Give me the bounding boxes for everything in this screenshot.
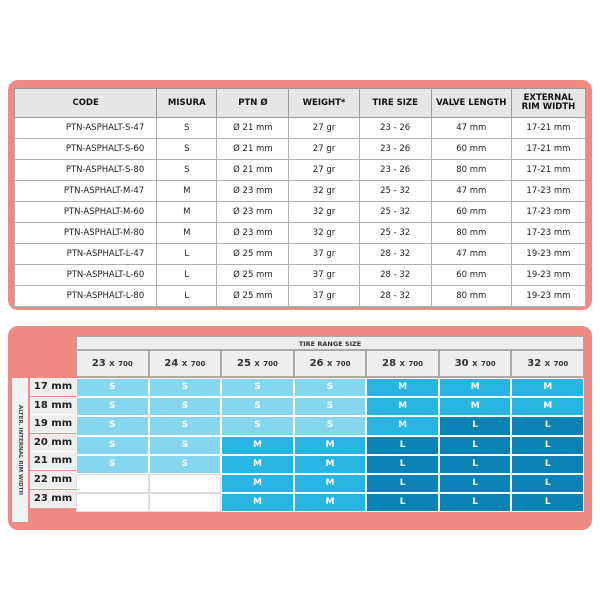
spec-cell: 28 - 32 <box>359 265 431 286</box>
size-cell-m: M <box>221 436 294 455</box>
spec-cell: 25 - 32 <box>359 181 431 202</box>
fitment-row <box>76 436 584 455</box>
spec-header-cell: VALVE LENGTH <box>431 89 511 118</box>
spec-row <box>15 286 586 307</box>
spec-row <box>15 223 586 244</box>
size-cell-s: S <box>149 378 222 397</box>
size-cell-s: S <box>294 378 367 397</box>
size-cell-s: S <box>76 455 149 474</box>
spec-cell: Ø 25 mm <box>217 265 289 286</box>
spec-header-cell: EXTERNAL RIM WIDTH <box>511 89 585 118</box>
tire-size-column-header <box>221 350 294 377</box>
tire-size-header <box>76 350 584 377</box>
size-cell-l: L <box>366 455 439 474</box>
tire-width-text: 28 <box>382 358 397 369</box>
product-code-cell: PTN-ASPHALT-M-60 <box>15 202 157 223</box>
tire-size-separator: X <box>399 360 405 368</box>
spec-cell: 25 - 32 <box>359 202 431 223</box>
spec-cell: 25 - 32 <box>359 223 431 244</box>
product-code-cell: PTN-ASPHALT-M-80 <box>15 223 157 244</box>
rim-width-label: 22 mm <box>30 471 76 489</box>
size-cell-s: S <box>221 378 294 397</box>
spec-cell: S <box>157 118 217 139</box>
size-cell-m: M <box>294 493 367 512</box>
size-cell-empty <box>149 493 222 512</box>
tire-range-title: TIRE RANGE SIZE <box>76 336 584 350</box>
tire-size-separator: X <box>181 360 188 368</box>
tire-diameter-text: 700 <box>118 360 133 368</box>
size-cell-l: L <box>511 474 584 493</box>
size-cell-s: S <box>76 378 149 397</box>
tire-width-text: 24 <box>164 358 179 369</box>
size-cell-m: M <box>294 455 367 474</box>
size-cell-m: M <box>439 378 512 397</box>
spec-header-row <box>15 89 586 118</box>
fitment-row <box>76 397 584 416</box>
spec-cell: S <box>157 160 217 181</box>
spec-cell: M <box>157 202 217 223</box>
tire-size-separator: X <box>472 360 478 368</box>
spec-cell: Ø 23 mm <box>217 223 289 244</box>
size-cell-m: M <box>439 397 512 416</box>
size-cell-m: M <box>366 416 439 435</box>
spec-cell: L <box>157 244 217 265</box>
fitment-row <box>76 493 584 512</box>
spec-cell: M <box>157 223 217 244</box>
tire-size-separator: X <box>326 360 333 368</box>
rim-width-label: 21 mm <box>30 452 76 470</box>
spec-cell: Ø 21 mm <box>217 160 289 181</box>
product-code-cell: PTN-ASPHALT-L-60 <box>15 265 157 286</box>
spec-cell: 28 - 32 <box>359 286 431 307</box>
size-cell-m: M <box>511 397 584 416</box>
spec-row <box>15 181 586 202</box>
spec-cell: Ø 23 mm <box>217 202 289 223</box>
fitment-row <box>76 416 584 435</box>
product-code-cell: PTN-ASPHALT-L-47 <box>15 244 157 265</box>
spec-cell: 47 mm <box>431 244 511 265</box>
rim-width-label: 19 mm <box>30 415 76 433</box>
size-cell-s: S <box>76 397 149 416</box>
spec-cell: 80 mm <box>431 223 511 244</box>
spec-cell: 17-21 mm <box>511 160 585 181</box>
tire-diameter-text: 700 <box>553 360 569 368</box>
tire-size-separator: X <box>544 360 551 368</box>
product-code-cell: PTN-ASPHALT-S-47 <box>15 118 157 139</box>
spec-cell: 28 - 32 <box>359 244 431 265</box>
tire-diameter-text: 700 <box>335 360 351 368</box>
spec-cell: 32 gr <box>289 181 359 202</box>
spec-cell: 17-21 mm <box>511 139 585 160</box>
rim-width-label: 23 mm <box>30 490 76 508</box>
size-cell-s: S <box>76 436 149 455</box>
spec-cell: 32 gr <box>289 223 359 244</box>
size-cell-s: S <box>149 397 222 416</box>
spec-row <box>15 202 586 223</box>
spec-table <box>14 88 586 307</box>
spec-cell: 80 mm <box>431 286 511 307</box>
spec-cell: 23 - 26 <box>359 160 431 181</box>
size-cell-l: L <box>511 436 584 455</box>
spec-cell: Ø 21 mm <box>217 118 289 139</box>
size-cell-l: L <box>366 493 439 512</box>
tire-width-text: 23 <box>91 358 106 369</box>
spec-row <box>15 139 586 160</box>
product-code-cell: PTN-ASPHALT-S-80 <box>15 160 157 181</box>
spec-header-cell: PTN Ø <box>217 89 289 118</box>
tire-size-column-header <box>439 350 512 377</box>
tire-size-separator: X <box>254 360 260 368</box>
tire-width-text: 25 <box>236 358 251 369</box>
size-cell-l: L <box>511 416 584 435</box>
spec-cell: 37 gr <box>289 265 359 286</box>
spec-cell: 23 - 26 <box>359 118 431 139</box>
size-cell-l: L <box>511 455 584 474</box>
spec-header-cell: MISURA <box>157 89 217 118</box>
size-cell-s: S <box>221 416 294 435</box>
product-code-cell: PTN-ASPHALT-M-47 <box>15 181 157 202</box>
spec-cell: S <box>157 139 217 160</box>
fitment-panel <box>8 326 592 530</box>
spec-row <box>15 244 586 265</box>
size-cell-l: L <box>439 455 512 474</box>
spec-cell: 60 mm <box>431 139 511 160</box>
spec-cell: L <box>157 286 217 307</box>
size-cell-m: M <box>221 474 294 493</box>
product-code-cell: PTN-ASPHALT-L-80 <box>15 286 157 307</box>
size-cell-m: M <box>366 378 439 397</box>
tire-size-column-header <box>294 350 367 377</box>
spec-cell: 17-23 mm <box>511 223 585 244</box>
spec-cell: L <box>157 265 217 286</box>
spec-row <box>15 160 586 181</box>
tire-size-separator: X <box>109 360 115 368</box>
tire-size-column-header <box>149 350 222 377</box>
spec-row <box>15 118 586 139</box>
tire-diameter-text: 700 <box>408 360 424 368</box>
fitment-grid <box>76 378 584 512</box>
tire-size-column-header <box>76 350 149 377</box>
size-cell-m: M <box>366 397 439 416</box>
tire-size-column-header <box>511 350 584 377</box>
spec-cell: 32 gr <box>289 202 359 223</box>
size-cell-m: M <box>294 436 367 455</box>
fitment-row <box>76 378 584 397</box>
rim-width-label: 20 mm <box>30 434 76 452</box>
tire-width-text: 30 <box>454 358 469 369</box>
size-cell-s: S <box>294 397 367 416</box>
spec-cell: 19-23 mm <box>511 286 585 307</box>
spec-header-cell: CODE <box>15 89 157 118</box>
size-cell-s: S <box>221 397 294 416</box>
tire-diameter-text: 700 <box>190 360 206 368</box>
size-cell-m: M <box>221 455 294 474</box>
size-cell-l: L <box>366 474 439 493</box>
spec-cell: 27 gr <box>289 139 359 160</box>
spec-cell: Ø 25 mm <box>217 286 289 307</box>
size-cell-s: S <box>294 416 367 435</box>
rim-width-axis-text: ALTER. INTERNAL RIM WIDTH <box>17 404 24 496</box>
size-cell-l: L <box>366 436 439 455</box>
spec-cell: 37 gr <box>289 244 359 265</box>
spec-cell: 17-23 mm <box>511 202 585 223</box>
rim-width-axis-label <box>12 378 28 522</box>
size-cell-m: M <box>221 493 294 512</box>
tire-width-text: 26 <box>309 358 324 369</box>
tire-size-column-header <box>366 350 439 377</box>
spec-cell: 27 gr <box>289 160 359 181</box>
rim-width-label: 17 mm <box>30 378 76 396</box>
spec-cell: 27 gr <box>289 118 359 139</box>
size-cell-l: L <box>439 474 512 493</box>
spec-panel <box>8 80 592 310</box>
spec-cell: 37 gr <box>289 286 359 307</box>
size-cell-s: S <box>76 416 149 435</box>
size-cell-l: L <box>439 493 512 512</box>
size-cell-m: M <box>511 378 584 397</box>
spec-header-cell: WEIGHT* <box>289 89 359 118</box>
rim-width-labels <box>30 378 76 508</box>
spec-cell: 47 mm <box>431 118 511 139</box>
size-cell-s: S <box>149 436 222 455</box>
spec-cell: 23 - 26 <box>359 139 431 160</box>
tire-diameter-text: 700 <box>481 360 496 368</box>
spec-cell: Ø 23 mm <box>217 181 289 202</box>
size-cell-empty <box>149 474 222 493</box>
spec-cell: 17-21 mm <box>511 118 585 139</box>
spec-row <box>15 265 586 286</box>
spec-cell: 60 mm <box>431 265 511 286</box>
size-cell-s: S <box>149 416 222 435</box>
size-cell-l: L <box>439 436 512 455</box>
spec-cell: 47 mm <box>431 181 511 202</box>
size-cell-m: M <box>294 474 367 493</box>
product-code-cell: PTN-ASPHALT-S-60 <box>15 139 157 160</box>
size-cell-empty <box>76 493 149 512</box>
spec-cell: 80 mm <box>431 160 511 181</box>
fitment-row <box>76 455 584 474</box>
spec-cell: Ø 25 mm <box>217 244 289 265</box>
spec-cell: 19-23 mm <box>511 244 585 265</box>
spec-cell: M <box>157 181 217 202</box>
tire-diameter-text: 700 <box>263 360 278 368</box>
size-cell-l: L <box>439 416 512 435</box>
spec-cell: 17-23 mm <box>511 181 585 202</box>
spec-cell: 19-23 mm <box>511 265 585 286</box>
spec-cell: Ø 21 mm <box>217 139 289 160</box>
rim-width-label: 18 mm <box>30 397 76 415</box>
tire-width-text: 32 <box>527 358 542 369</box>
fitment-row <box>76 474 584 493</box>
size-cell-l: L <box>511 493 584 512</box>
spec-cell: 60 mm <box>431 202 511 223</box>
size-cell-empty <box>76 474 149 493</box>
size-cell-s: S <box>149 455 222 474</box>
spec-header-cell: TIRE SIZE <box>359 89 431 118</box>
